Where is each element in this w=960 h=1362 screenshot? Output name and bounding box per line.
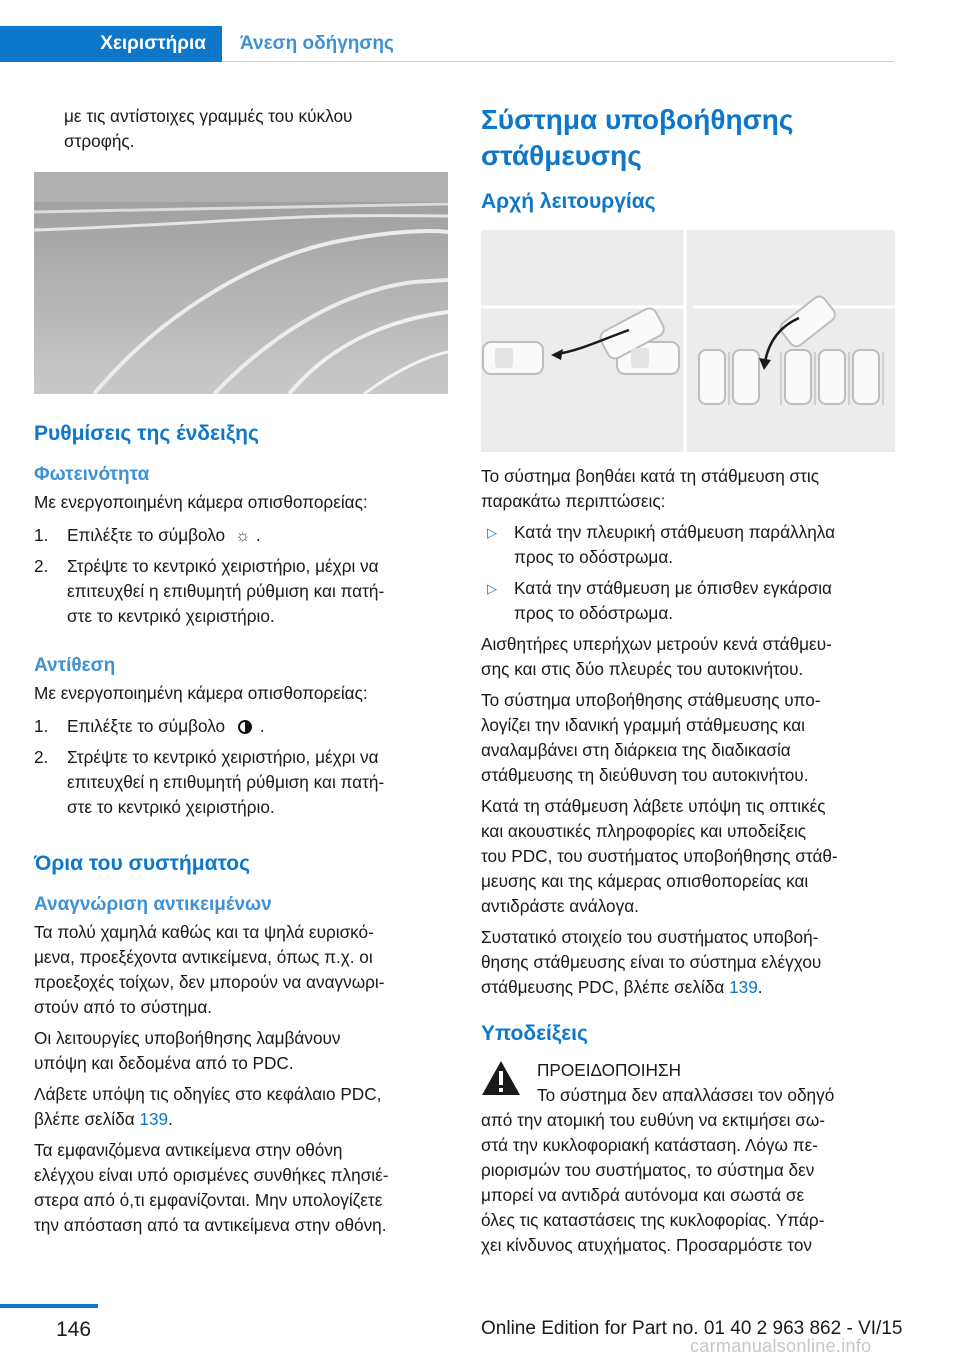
step-line: Στρέψτε το κεντρικό χειριστήριο, μέχρι να: [67, 747, 379, 767]
intro-paragraph: [481, 464, 895, 514]
list-item: [481, 520, 895, 570]
detection-paragraph: [34, 920, 448, 1020]
text-line: στά την κυκλοφοριακή κατάσταση. Λόγω πε-: [481, 1135, 818, 1155]
text-line: Τα εμφανιζόμενα αντικείμενα στην οθόνη: [34, 1140, 343, 1160]
text-line: Κατά τη στάθμευση λάβετε υπόψη τις οπτικές: [481, 796, 826, 816]
list-item: [34, 714, 448, 739]
text-line: από την ατομική του ευθύνη να εκτιμήσει σω-: [481, 1110, 826, 1130]
text-line: Κατά την πλευρική στάθμευση παράλληλα: [514, 522, 836, 542]
watermark: carmanualsonline.info: [690, 1336, 872, 1356]
attention-paragraph: [481, 794, 895, 919]
parking-cases-list: [481, 520, 895, 626]
text-line: μενα, προεξέχοντα αντικείμενα, όπως π.χ. οι: [34, 947, 373, 967]
pdc-data-paragraph: [34, 1026, 448, 1076]
footer-accent-bar: [0, 1304, 98, 1308]
text-line: Κατά την στάθμευση με όπισθεν εγκάρσια: [514, 578, 832, 598]
step-line: Στρέψτε το κεντρικό χειριστήριο, μέχρι να: [67, 556, 379, 576]
list-item: [34, 745, 448, 820]
step-number: 1.: [34, 716, 49, 736]
limits-title: Όρια του συστήματος: [34, 852, 251, 875]
intro-line: στροφής.: [64, 131, 135, 151]
text-line: ελέγχου είναι υπό ορισμένες συνθήκες πλησιέ-: [34, 1165, 389, 1185]
tab-driving-comfort[interactable]: Άνεση οδήγησης: [240, 33, 394, 54]
text-line: υπόψη και δεδομένα από το PDC.: [34, 1053, 294, 1073]
text-line: σης και στις δύο πλευρές του αυτοκινήτου.: [481, 659, 804, 679]
text-line: λογίζει την ιδανική γραμμή στάθμευσης και: [481, 715, 805, 735]
list-item: [34, 523, 448, 548]
warning-first-line: Το σύστημα δεν απαλλάσσει τον οδηγό: [537, 1085, 835, 1105]
text-line: θησης στάθμευσης είναι το σύστημα ελέγχου: [481, 952, 822, 972]
settings-title: Ρυθμίσεις της ένδειξης: [34, 422, 259, 445]
warning-block: [481, 1058, 895, 1258]
text-line: Το σύστημα βοηθάει κατά τη στάθμευση στις: [481, 466, 820, 486]
hints-title: Υποδείξεις: [481, 1022, 588, 1045]
text-span: στάθμευσης PDC, βλέπε σελίδα: [481, 977, 725, 997]
brightness-intro: Με ενεργοποιημένη κάμερα οπισθοπορείας:: [34, 492, 368, 512]
intro-line: με τις αντίστοιχες γραμμές του κύκλου: [64, 106, 353, 126]
step-text: Επιλέξτε το σύμβολο: [67, 716, 226, 736]
text-line: του PDC, του συστήματος υποβοήθησης στάθ-: [481, 846, 838, 866]
text-line: στούν από το σύστημα.: [34, 997, 213, 1017]
text-line: και ακουστικές πληροφορίες και υποδείξεις: [481, 821, 807, 841]
sensors-paragraph: [481, 632, 895, 682]
text-line: στάθμευσης τη διεύθυνση του αυτοκινήτου.: [481, 765, 809, 785]
text-line: μευσης και της κάμερας οπισθοπορείας και: [481, 871, 809, 891]
display-distance-paragraph: [34, 1138, 448, 1238]
pdc-component-paragraph: [481, 925, 895, 1000]
text-line: την απόσταση από τα αντικείμενα στην οθόνη.: [34, 1215, 387, 1235]
text-line: Το σύστημα υποβοήθησης στάθμευσης υπο-: [481, 690, 821, 710]
left-column: [34, 100, 448, 1244]
text-line: μπορεί να αντιδρά αυτόνομα και σωστά σε: [481, 1185, 805, 1205]
edition-text: Online Edition for Part no. 01 40 2 963 862 - VI/15: [481, 1318, 903, 1339]
step-line: επιτευχθεί η επιθυμητή ρύθμιση και πατή-: [67, 581, 385, 601]
page-link[interactable]: 139: [729, 977, 758, 997]
text-span: βλέπε σελίδα: [34, 1109, 135, 1129]
text-line: [34, 1107, 448, 1132]
contrast-steps: [34, 714, 448, 820]
text-line: Τα πολύ χαμηλά καθώς και τα ψηλά ευρισκό-: [34, 922, 374, 942]
text-line: αναλαμβάνει στη διάρκεια της διαδικασία: [481, 740, 791, 760]
title-line: Σύστημα υποβοήθησης: [481, 104, 794, 135]
text-line: [481, 975, 895, 1000]
triangle-bullet-icon: ▷: [487, 525, 497, 540]
right-column: [481, 100, 895, 1258]
list-item: [481, 576, 895, 626]
text-line: παρακάτω περιπτώσεις:: [481, 491, 666, 511]
step-line: στε το κεντρικό χειριστήριο.: [67, 797, 275, 817]
page-number: 146: [56, 1318, 92, 1341]
text-line: ριορισμών του συστήματος, το σύστημα δεν: [481, 1160, 815, 1180]
text-line: όλες τις καταστάσεις της κυκλοφορίας. Υπάρ-: [481, 1210, 825, 1230]
section-title: [481, 102, 895, 174]
text-line: χει κίνδυνος ατυχήματος. Προσαρμόστε τον: [481, 1235, 813, 1255]
step-number: 1.: [34, 525, 49, 545]
list-item: [34, 554, 448, 629]
warning-title: ΠΡΟΕΙΔΟΠΟΙΗΣΗ: [537, 1060, 681, 1080]
step-line: επιτευχθεί η επιθυμητή ρύθμιση και πατή-: [67, 772, 385, 792]
title-line: στάθμευσης: [481, 140, 642, 171]
text-line: Οι λειτουργίες υποβοήθησης λαμβάνουν: [34, 1028, 341, 1048]
header-divider: [222, 61, 894, 62]
rear-camera-image: [34, 172, 448, 394]
text-line: Αισθητήρες υπερήχων μετρούν κενά στάθμευ-: [481, 634, 832, 654]
warning-triangle-icon: [481, 1060, 521, 1096]
brightness-steps: [34, 523, 448, 629]
step-text: Επιλέξτε το σύμβολο: [67, 525, 226, 545]
triangle-bullet-icon: ▷: [487, 581, 497, 596]
step-text-end: .: [259, 716, 265, 736]
calculation-paragraph: [481, 688, 895, 788]
text-span: .: [757, 977, 763, 997]
brightness-icon: ☼: [235, 525, 251, 545]
text-line: προεξοχές τοίχων, δεν μπορούν να αναγνωρι-: [34, 972, 385, 992]
text-line: προς το οδόστρωμα.: [514, 603, 674, 623]
contrast-icon: [238, 720, 252, 734]
pdc-reference-paragraph: [34, 1082, 448, 1132]
principle-title: Αρχή λειτουργίας: [481, 190, 656, 213]
contrast-title: Αντίθεση: [34, 655, 116, 676]
text-span: .: [168, 1109, 173, 1129]
text-line: προς το οδόστρωμα.: [514, 547, 674, 567]
step-text-end: .: [255, 525, 261, 545]
brightness-title: Φωτεινότητα: [34, 464, 150, 485]
text-line: Συστατικό στοιχείο του συστήματος υποβοή-: [481, 927, 819, 947]
page-link[interactable]: 139: [139, 1109, 169, 1129]
detection-title: Αναγνώριση αντικειμένων: [34, 894, 272, 915]
text-line: αντιδράστε ανάλογα.: [481, 896, 639, 916]
page-header: [0, 0, 960, 62]
text-line: Λάβετε υπόψη τις οδηγίες στο κεφάλαιο PDC,: [34, 1084, 382, 1104]
contrast-intro: Με ενεργοποιημένη κάμερα οπισθοπορείας:: [34, 683, 368, 703]
step-number: 2.: [34, 747, 49, 767]
step-number: 2.: [34, 556, 49, 576]
tab-controls[interactable]: Χειριστήρια: [0, 26, 222, 62]
step-line: στε το κεντρικό χειριστήριο.: [67, 606, 275, 626]
parking-illustration: [481, 230, 895, 452]
text-line: στερα από ό,τι εμφανίζονται. Μην υπολογίζετε: [34, 1190, 383, 1210]
